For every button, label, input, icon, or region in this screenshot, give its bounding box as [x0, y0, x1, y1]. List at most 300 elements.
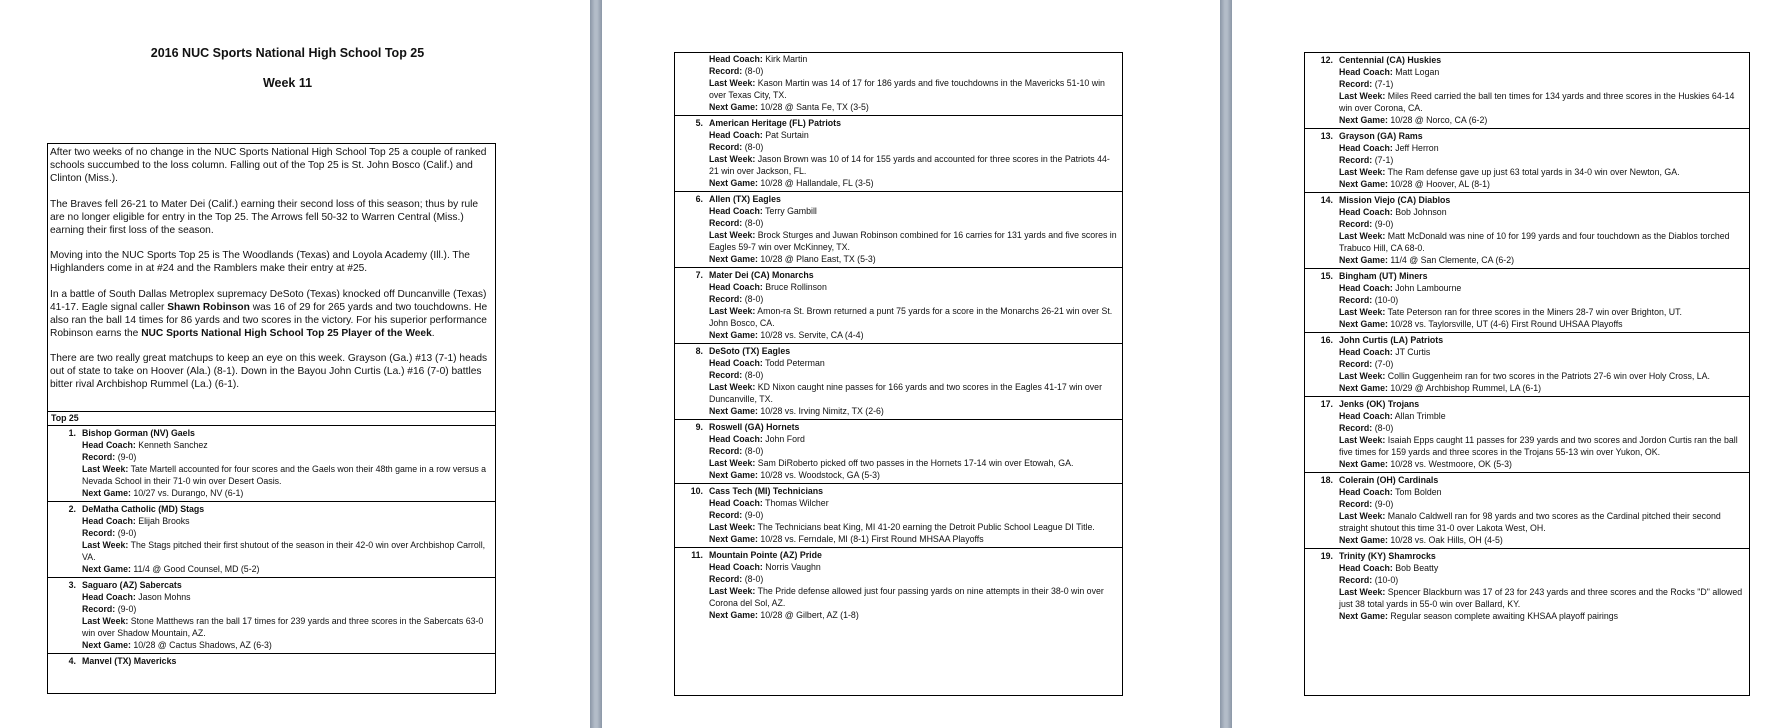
- coach-label: Head Coach:: [709, 206, 763, 216]
- coach-value: Tom Bolden: [1395, 487, 1442, 497]
- intro-paragraph: The Braves fell 26-21 to Mater Dei (Calif.) earning their second loss of this season; thus by rule are no longer eligible for entry in the Top 25. The Arrows fell 50-32 to Warren Central (Miss.) earning their first loss of the season.: [50, 198, 479, 236]
- team-name: Saguaro (AZ) Sabercats: [82, 580, 182, 590]
- next-game-label: Next Game:: [82, 488, 131, 498]
- team-next-game: [675, 177, 1118, 189]
- team-name: DeSoto (TX) Eagles: [709, 346, 791, 356]
- team-rank: 14.: [1320, 195, 1333, 205]
- team-list: [48, 426, 495, 669]
- team-name-row: [1305, 54, 1745, 66]
- last-week-value: Kason Martin was 14 of 17 for 186 yards and five touchdowns in the Mavericks 51-10 win over Texas City, TX.: [709, 78, 1105, 100]
- coach-value: Bob Johnson: [1395, 207, 1447, 217]
- team-name-row: [48, 579, 491, 591]
- team-record: [1305, 218, 1745, 230]
- record-label: Record:: [1339, 295, 1373, 305]
- team-last-week: [1305, 370, 1745, 382]
- record-value: (7-1): [1374, 79, 1394, 89]
- team-rank: 16.: [1320, 335, 1333, 345]
- team-next-game: [675, 101, 1118, 113]
- team-record: [675, 141, 1118, 153]
- next-game-label: Next Game:: [709, 178, 758, 188]
- team-entry: [48, 653, 495, 669]
- intro-text-part: .: [431, 327, 435, 339]
- team-name: American Heritage (FL) Patriots: [709, 118, 841, 128]
- team-last-week: [1305, 166, 1745, 178]
- team-rank: 17.: [1320, 399, 1333, 409]
- coach-value: John Lambourne: [1395, 283, 1462, 293]
- team-entry: [1305, 53, 1749, 128]
- last-week-value: Amon-ra St. Brown returned a punt 75 yards for a score in the Monarchs 26-21 win over St. John Bosco, CA.: [709, 306, 1113, 328]
- next-game-value: 10/28 vs. Servite, CA (4-4): [760, 330, 864, 340]
- next-game-label: Next Game:: [709, 330, 758, 340]
- team-name: Bishop Gorman (NV) Gaels: [82, 428, 195, 438]
- team-last-week: [1305, 586, 1745, 610]
- last-week-value: Spencer Blackburn was 17 of 23 for 243 yards and three scores and the Rocks "D" allowed just 38 total yards in 55-0 win over Ballard, KY.: [1339, 587, 1743, 609]
- next-game-value: 10/28 @ Cactus Shadows, AZ (6-3): [133, 640, 272, 650]
- coach-value: JT Curtis: [1395, 347, 1431, 357]
- last-week-value: The Pride defense allowed just four passing yards on nine attempts in their 38-0 win over Corona del Sol, AZ.: [709, 586, 1104, 608]
- rankings-table-page-3: [1304, 52, 1750, 696]
- last-week-value: The Technicians beat King, MI 41-20 earning the Detroit Public School League DI Title.: [757, 522, 1095, 532]
- coach-label: Head Coach:: [709, 562, 763, 572]
- team-record: [675, 509, 1118, 521]
- team-name: Roswell (GA) Hornets: [709, 422, 800, 432]
- team-record: [1305, 498, 1745, 510]
- last-week-label: Last Week:: [1339, 587, 1386, 597]
- team-name-row: [1305, 130, 1745, 142]
- team-rank: 2.: [68, 504, 76, 514]
- team-rank: 12.: [1320, 55, 1333, 65]
- team-record: [1305, 294, 1745, 306]
- team-last-week: [675, 381, 1118, 405]
- team-coach: [1305, 206, 1745, 218]
- intro-paragraph: [50, 288, 491, 340]
- last-week-value: Collin Guggenheim ran for two scores in the Patriots 27-6 win over Holy Cross, LA.: [1387, 371, 1710, 381]
- next-game-value: 10/28 @ Plano East, TX (5-3): [760, 254, 876, 264]
- record-label: Record:: [709, 142, 743, 152]
- record-value: (8-0): [744, 294, 764, 304]
- team-name-row: [48, 503, 491, 515]
- last-week-value: Tate Peterson ran for three scores in the Miners 28-7 win over Brighton, UT.: [1387, 307, 1682, 317]
- team-next-game: [1305, 382, 1745, 394]
- team-name-row: [675, 549, 1118, 561]
- record-value: (8-0): [1374, 423, 1394, 433]
- last-week-label: Last Week:: [1339, 91, 1386, 101]
- team-coach: [1305, 66, 1745, 78]
- team-coach: [48, 591, 491, 603]
- next-game-label: Next Game:: [709, 254, 758, 264]
- team-name: Trinity (KY) Shamrocks: [1339, 551, 1436, 561]
- team-name-row: [1305, 398, 1745, 410]
- record-value: (8-0): [744, 66, 764, 76]
- team-coach: [1305, 410, 1745, 422]
- team-name-row: [48, 427, 491, 439]
- team-name: Allen (TX) Eagles: [709, 194, 781, 204]
- record-label: Record:: [1339, 79, 1373, 89]
- team-entry: [48, 426, 495, 501]
- record-value: (8-0): [744, 218, 764, 228]
- record-value: (8-0): [744, 574, 764, 584]
- team-last-week: [675, 521, 1118, 533]
- last-week-label: Last Week:: [709, 230, 756, 240]
- coach-value: Elijah Brooks: [138, 516, 190, 526]
- team-name-row: [675, 345, 1118, 357]
- team-name: Manvel (TX) Mavericks: [82, 656, 177, 666]
- team-record: [675, 217, 1118, 229]
- team-next-game: [48, 563, 491, 575]
- coach-label: Head Coach:: [709, 54, 763, 64]
- next-game-label: Next Game:: [709, 534, 758, 544]
- last-week-label: Last Week:: [709, 154, 756, 164]
- team-coach: [675, 129, 1118, 141]
- team-entry: [675, 419, 1122, 483]
- team-entry: [675, 267, 1122, 343]
- record-label: Record:: [1339, 423, 1373, 433]
- record-label: Record:: [82, 452, 116, 462]
- team-coach: [675, 497, 1118, 509]
- next-game-value: 10/28 vs. Oak Hills, OH (4-5): [1390, 535, 1503, 545]
- next-game-value: 10/28 @ Santa Fe, TX (3-5): [760, 102, 869, 112]
- team-name: DeMatha Catholic (MD) Stags: [82, 504, 205, 514]
- team-entry: [675, 483, 1122, 547]
- team-coach: [675, 53, 1118, 65]
- coach-value: Todd Peterman: [765, 358, 825, 368]
- next-game-value: 11/4 @ Good Counsel, MD (5-2): [133, 564, 260, 574]
- last-week-value: Matt McDonald was nine of 10 for 199 yards and four touchdown as the Diablos torched Trabuco Hill, CA 68-0.: [1339, 231, 1730, 253]
- record-label: Record:: [709, 446, 743, 456]
- next-game-value: 10/28 vs. Westmoore, OK (5-3): [1390, 459, 1512, 469]
- last-week-label: Last Week:: [709, 306, 756, 316]
- team-entry: [1305, 192, 1749, 268]
- last-week-label: Last Week:: [1339, 511, 1386, 521]
- team-entry: [1305, 332, 1749, 396]
- team-record: [1305, 78, 1745, 90]
- document-subtitle: Week 11: [262, 76, 313, 90]
- next-game-label: Next Game:: [82, 564, 131, 574]
- coach-value: Bruce Rollinson: [765, 282, 827, 292]
- coach-label: Head Coach:: [709, 498, 763, 508]
- next-game-label: Next Game:: [1339, 255, 1388, 265]
- team-next-game: [1305, 610, 1745, 622]
- last-week-label: Last Week:: [709, 382, 756, 392]
- team-entry-continuation: [675, 53, 1122, 115]
- team-name-row: [675, 193, 1118, 205]
- team-rank: 8.: [695, 346, 703, 356]
- team-next-game: [1305, 318, 1745, 330]
- record-value: (10-0): [1374, 575, 1399, 585]
- team-coach: [1305, 346, 1745, 358]
- record-label: Record:: [82, 528, 116, 538]
- team-rank: 13.: [1320, 131, 1333, 141]
- team-coach: [1305, 562, 1745, 574]
- team-record: [48, 527, 491, 539]
- intro-text-part: In a battle of South Dallas Metroplex supremacy DeSoto (Texas) knocked off Duncanville (Texas) 41-17. Eagle signal caller: [50, 288, 487, 313]
- next-game-value: 10/27 vs. Durango, NV (6-1): [133, 488, 244, 498]
- team-last-week: [1305, 510, 1745, 534]
- team-next-game: [1305, 458, 1745, 470]
- team-rank: 10.: [690, 486, 703, 496]
- record-label: Record:: [1339, 359, 1373, 369]
- team-last-week: [675, 153, 1118, 177]
- team-entry: [1305, 128, 1749, 192]
- team-entry: [675, 191, 1122, 267]
- record-value: (9-0): [1374, 219, 1394, 229]
- last-week-label: Last Week:: [82, 464, 129, 474]
- team-coach: [48, 515, 491, 527]
- team-name: Grayson (GA) Rams: [1339, 131, 1423, 141]
- team-entry: [1305, 472, 1749, 548]
- top-25-header: Top 25: [48, 412, 495, 426]
- next-game-label: Next Game:: [1339, 611, 1388, 621]
- record-value: (9-0): [1374, 499, 1394, 509]
- team-coach: [675, 205, 1118, 217]
- team-entry: [1305, 268, 1749, 332]
- team-name: Jenks (OK) Trojans: [1339, 399, 1420, 409]
- team-next-game: [1305, 254, 1745, 266]
- team-rank: 19.: [1320, 551, 1333, 561]
- next-game-label: Next Game:: [1339, 319, 1388, 329]
- coach-label: Head Coach:: [1339, 411, 1393, 421]
- coach-label: Head Coach:: [1339, 487, 1393, 497]
- team-last-week: [675, 585, 1118, 609]
- next-game-value: 10/28 @ Norco, CA (6-2): [1390, 115, 1488, 125]
- team-name-row: [675, 117, 1118, 129]
- coach-label: Head Coach:: [82, 516, 136, 526]
- team-next-game: [675, 533, 1118, 545]
- team-rank: 6.: [695, 194, 703, 204]
- last-week-label: Last Week:: [1339, 371, 1386, 381]
- team-rank: 11.: [691, 550, 703, 560]
- next-game-label: Next Game:: [1339, 115, 1388, 125]
- team-name: Mountain Pointe (AZ) Pride: [709, 550, 822, 560]
- record-label: Record:: [709, 370, 743, 380]
- record-label: Record:: [1339, 575, 1373, 585]
- next-game-value: Regular season complete awaiting KHSAA playoff pairings: [1390, 611, 1619, 621]
- team-next-game: [48, 487, 491, 499]
- last-week-value: Tate Martell accounted for four scores and the Gaels won their 48th game in a row versus a Nevada School in their 71-0 win over Desert Oasis.: [82, 464, 487, 486]
- team-coach: [1305, 282, 1745, 294]
- last-week-value: Isaiah Epps caught 11 passes for 239 yards and two scores and Jordon Curtis ran the ball five times for 159 yards and three scores in the Trojans 55-13 win over Yukon, OK.: [1339, 435, 1738, 457]
- next-game-value: 10/29 @ Archbishop Rummel, LA (6-1): [1390, 383, 1542, 393]
- record-value: (8-0): [744, 370, 764, 380]
- last-week-value: The Ram defense gave up just 63 total yards in 34-0 win over Newton, GA.: [1387, 167, 1680, 177]
- coach-label: Head Coach:: [1339, 143, 1393, 153]
- next-game-label: Next Game:: [709, 102, 758, 112]
- last-week-label: Last Week:: [82, 616, 129, 626]
- team-name-row: [1305, 550, 1745, 562]
- team-name: Colerain (OH) Cardinals: [1339, 475, 1439, 485]
- team-coach: [675, 357, 1118, 369]
- coach-value: Kenneth Sanchez: [138, 440, 208, 450]
- team-name: Centennial (CA) Huskies: [1339, 55, 1442, 65]
- last-week-label: Last Week:: [709, 78, 756, 88]
- record-label: Record:: [1339, 155, 1373, 165]
- coach-value: Pat Surtain: [765, 130, 809, 140]
- coach-value: Kirk Martin: [765, 54, 808, 64]
- team-rank: 7.: [695, 270, 703, 280]
- record-label: Record:: [709, 574, 743, 584]
- team-coach: [675, 433, 1118, 445]
- team-name-row: [675, 421, 1118, 433]
- record-label: Record:: [709, 218, 743, 228]
- team-coach: [48, 439, 491, 451]
- page-gap: [590, 0, 602, 728]
- team-last-week: [1305, 434, 1745, 458]
- record-value: (10-0): [1374, 295, 1399, 305]
- team-rank: 1.: [68, 428, 76, 438]
- next-game-label: Next Game:: [1339, 383, 1388, 393]
- team-entry: [675, 343, 1122, 419]
- player-of-week-name: Shawn Robinson: [167, 301, 250, 313]
- last-week-label: Last Week:: [1339, 231, 1386, 241]
- next-game-label: Next Game:: [1339, 459, 1388, 469]
- team-name-row: [675, 485, 1118, 497]
- team-last-week: [48, 463, 491, 487]
- next-game-label: Next Game:: [709, 406, 758, 416]
- team-name-row: [1305, 474, 1745, 486]
- team-record: [1305, 358, 1745, 370]
- team-record: [675, 573, 1118, 585]
- team-coach: [675, 561, 1118, 573]
- team-next-game: [1305, 178, 1745, 190]
- record-label: Record:: [709, 294, 743, 304]
- team-record: [675, 369, 1118, 381]
- team-last-week: [1305, 306, 1745, 318]
- record-label: Record:: [1339, 499, 1373, 509]
- team-rank: 18.: [1320, 475, 1333, 485]
- document-page-1: [0, 0, 590, 728]
- coach-label: Head Coach:: [709, 282, 763, 292]
- coach-value: Norris Vaughn: [765, 562, 821, 572]
- record-value: (9-0): [744, 510, 764, 520]
- record-value: (9-0): [117, 604, 137, 614]
- team-record: [675, 445, 1118, 457]
- coach-value: Matt Logan: [1395, 67, 1440, 77]
- last-week-value: KD Nixon caught nine passes for 166 yards and two scores in the Eagles 41-17 win over Duncanville, TX.: [709, 382, 1102, 404]
- document-page-2: [602, 0, 1220, 728]
- coach-value: Bob Beatty: [1395, 563, 1439, 573]
- last-week-value: Stone Matthews ran the ball 17 times for 239 yards and three scores in the Sabercats 63-0 win over Shadow Mountain, AZ.: [82, 616, 484, 638]
- intro-paragraph: There are two really great matchups to keep an eye on this week. Grayson (Ga.) #13 (7-1) heads out of state to take on Hoover (Ala.) (8-1). Down in the Bayou John Curtis (La.) #16 (7-0) battles bitter rival Archbishop Rummel (La.) (6-1).: [50, 353, 488, 390]
- coach-label: Head Coach:: [709, 130, 763, 140]
- team-record: [1305, 154, 1745, 166]
- coach-label: Head Coach:: [1339, 283, 1393, 293]
- coach-label: Head Coach:: [709, 434, 763, 444]
- record-label: Record:: [709, 66, 743, 76]
- team-next-game: [675, 405, 1118, 417]
- team-name: Cass Tech (MI) Technicians: [709, 486, 824, 496]
- coach-label: Head Coach:: [82, 440, 136, 450]
- coach-label: Head Coach:: [82, 592, 136, 602]
- team-name: Mater Dei (CA) Monarchs: [709, 270, 814, 280]
- team-record: [1305, 422, 1745, 434]
- rankings-table-page-1: [47, 411, 496, 694]
- last-week-label: Last Week:: [1339, 435, 1386, 445]
- team-name-row: [675, 269, 1118, 281]
- next-game-value: 10/28 vs. Ferndale, MI (8-1) First Round MHSAA Playoffs: [760, 534, 984, 544]
- next-game-value: 10/28 vs. Taylorsville, UT (4-6) First Round UHSAA Playoffs: [1390, 319, 1623, 329]
- coach-value: Jeff Herron: [1395, 143, 1439, 153]
- team-last-week: [48, 615, 491, 639]
- intro-paragraph: After two weeks of no change in the NUC Sports National High School Top 25 a couple of ranked schools succumbed to the loss column. Falling out of the Top 25 is St. John Bosco (Calif.) and Clinton (Miss.).: [50, 147, 487, 184]
- document-title: 2016 NUC Sports National High School Top 25: [150, 46, 425, 60]
- team-record: [48, 603, 491, 615]
- coach-label: Head Coach:: [1339, 67, 1393, 77]
- last-week-value: Jason Brown was 10 of 14 for 155 yards and accounted for three scores in the Patriots 44-21 win over Jackson, FL.: [709, 154, 1110, 176]
- team-name-row: [48, 655, 491, 667]
- team-last-week: [675, 77, 1118, 101]
- last-week-label: Last Week:: [709, 458, 756, 468]
- team-next-game: [675, 469, 1118, 481]
- last-week-value: Miles Reed carried the ball ten times for 134 yards and three scores in the Huskies 64-14 win over Corona, CA.: [1339, 91, 1735, 113]
- last-week-value: Brock Sturges and Juwan Robinson combined for 16 carries for 131 yards and five scores in Eagles 59-7 win over McKinney, TX.: [709, 230, 1117, 252]
- coach-value: Allan Trimble: [1394, 411, 1446, 421]
- last-week-label: Last Week:: [1339, 307, 1386, 317]
- coach-label: Head Coach:: [709, 358, 763, 368]
- team-entry: [675, 547, 1122, 623]
- team-rank: 4.: [68, 656, 76, 666]
- team-name: John Curtis (LA) Patriots: [1339, 335, 1444, 345]
- record-value: (9-0): [117, 452, 137, 462]
- team-next-game: [675, 329, 1118, 341]
- next-game-label: Next Game:: [709, 610, 758, 620]
- next-game-value: 10/28 @ Gilbert, AZ (1-8): [760, 610, 859, 620]
- last-week-value: Sam DiRoberto picked off two passes in the Hornets 17-14 win over Etowah, GA.: [757, 458, 1074, 468]
- team-next-game: [1305, 534, 1745, 546]
- team-record: [675, 293, 1118, 305]
- record-label: Record:: [1339, 219, 1373, 229]
- coach-value: Thomas Wilcher: [765, 498, 829, 508]
- team-name-row: [1305, 194, 1745, 206]
- team-record: [1305, 574, 1745, 586]
- last-week-value: Manalo Caldwell ran for 98 yards and two scores as the Cardinal pitched their second straight shutout this time 31-0 over Lakota West, OH.: [1339, 511, 1721, 533]
- team-rank: 5.: [695, 118, 703, 128]
- last-week-label: Last Week:: [1339, 167, 1386, 177]
- last-week-value: The Stags pitched their first shutout of the season in their 42-0 win over Archbishop Carroll, VA.: [82, 540, 486, 562]
- team-last-week: [675, 457, 1118, 469]
- record-value: (9-0): [117, 528, 137, 538]
- record-value: (8-0): [744, 446, 764, 456]
- team-record: [675, 65, 1118, 77]
- rankings-table-page-2: [674, 52, 1123, 696]
- team-coach: [1305, 486, 1745, 498]
- team-last-week: [675, 305, 1118, 329]
- next-game-value: 10/28 vs. Woodstock, GA (5-3): [760, 470, 880, 480]
- team-last-week: [48, 539, 491, 563]
- coach-value: John Ford: [765, 434, 805, 444]
- next-game-label: Next Game:: [1339, 535, 1388, 545]
- next-game-value: 10/28 vs. Irving Nimitz, TX (2-6): [760, 406, 884, 416]
- team-name-row: [1305, 270, 1745, 282]
- next-game-label: Next Game:: [1339, 179, 1388, 189]
- team-coach: [675, 281, 1118, 293]
- next-game-label: Next Game:: [709, 470, 758, 480]
- team-next-game: [1305, 114, 1745, 126]
- team-last-week: [675, 229, 1118, 253]
- record-label: Record:: [709, 510, 743, 520]
- team-next-game: [48, 639, 491, 651]
- team-entry: [675, 115, 1122, 191]
- coach-value: Jason Mohns: [138, 592, 191, 602]
- record-value: (7-0): [1374, 359, 1394, 369]
- team-last-week: [1305, 230, 1745, 254]
- coach-value: Terry Gambill: [765, 206, 817, 216]
- intro-paragraph: Moving into the NUC Sports Top 25 is The Woodlands (Texas) and Loyola Academy (Ill.). The Highlanders come in at #24 and the Ramblers make their entry at #25.: [50, 250, 470, 274]
- award-name: NUC Sports National High School Top 25 Player of the Week: [141, 327, 432, 339]
- coach-label: Head Coach:: [1339, 207, 1393, 217]
- record-value: (7-1): [1374, 155, 1394, 165]
- team-name: Mission Viejo (CA) Diablos: [1339, 195, 1451, 205]
- team-entry: [1305, 548, 1749, 624]
